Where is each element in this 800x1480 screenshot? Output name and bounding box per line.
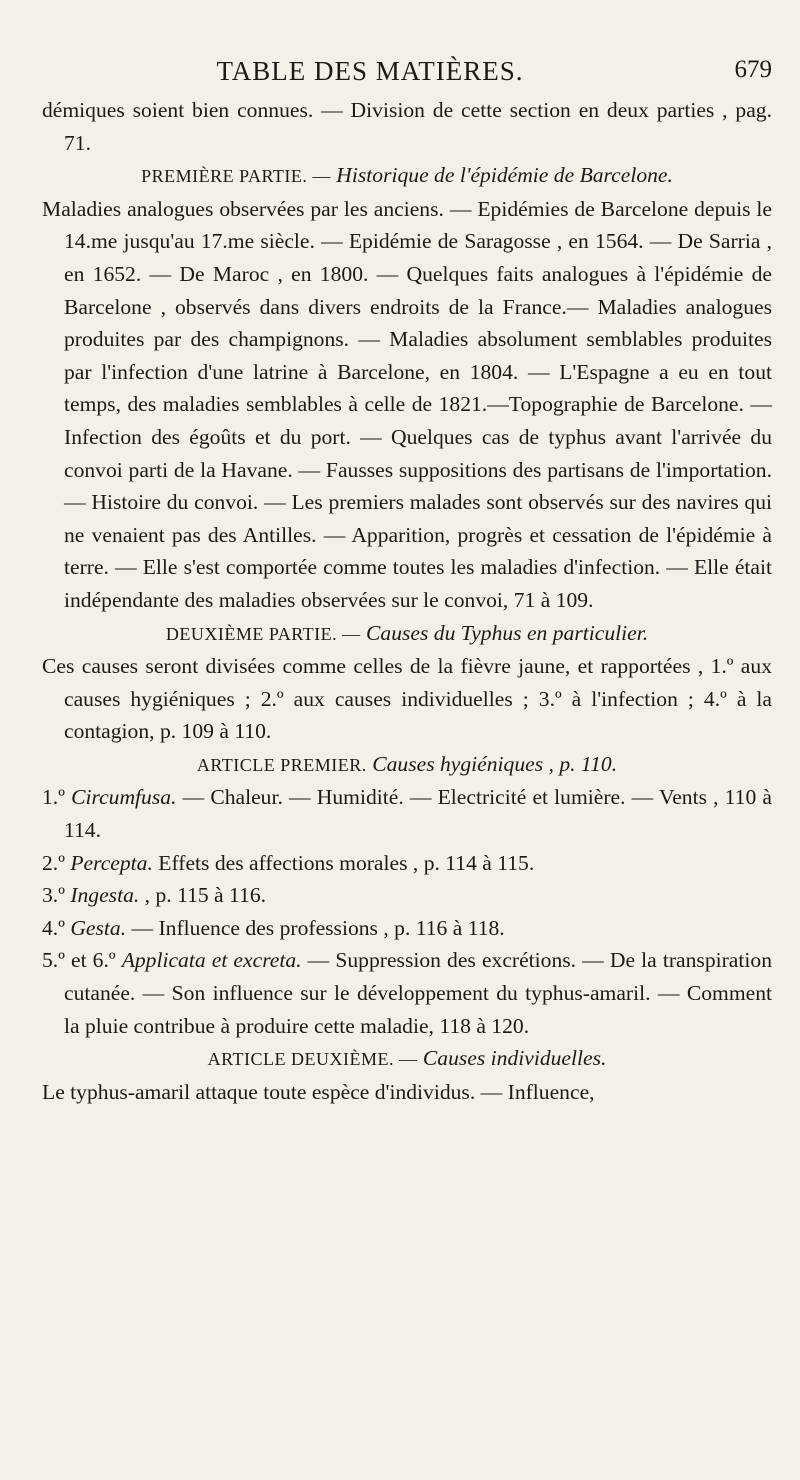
page-number: 679 [734,56,772,83]
item-latin-term: Percepta. [70,850,153,875]
part-label: DEUXIÈME PARTIE. — [165,623,361,644]
article-title: Causes individuelles. [422,1046,607,1071]
item-text: — Influence des professions , p. 116 à 118. [126,915,505,940]
article-heading-1 [42,748,772,782]
item-text: Effets des affections morales , p. 114 à 115. [152,850,535,875]
item-text: — Chaleur. — Humidité. — Electricité et lumière. — Vents , 110 à 114. [64,785,772,843]
article-label: ARTICLE PREMIER. [196,754,367,775]
item-number: 3.º [42,883,65,908]
item-number: 4.º [42,915,65,940]
item-latin-term: Applicata et excreta. [121,948,302,973]
toc-item [42,944,772,1042]
part-title: Historique de l'épidémie de Barcelone. [336,163,673,188]
table-of-contents-text [42,94,772,1108]
text-line: démiques soient bien connues. — Division de cette section [42,98,571,122]
item-text: , p. 115 à 116. [139,883,267,908]
part-title: Causes du Typhus en particulier. [366,620,649,645]
item-text: — Suppression des excrétions. — De la transpiration cutanée. — Son influence sur le développement du typhus-amaril. — Comment la pluie contribue à produire cette maladie, 118 à 120. [64,948,772,1038]
item-number: 5.º et 6.º [42,948,116,973]
text-line: en deux parties , pag. 71. [64,98,773,155]
part-heading-2 [42,617,772,651]
toc-item [42,912,772,945]
page-header [0,56,800,96]
final-line: Le typhus-amaril attaque toute espèce d'individus. — Influence, [42,1079,595,1104]
item-number: 2.º [42,850,65,875]
article-heading-2 [42,1042,772,1076]
item-latin-term: Ingesta. [70,883,140,908]
item-latin-term: Circumfusa. [71,785,177,810]
part-label: PREMIÈRE PARTIE. — [141,166,331,187]
running-title: TABLE DES MATIÈRES. [216,56,524,86]
item-number: 1.º [42,785,65,810]
toc-item [42,847,772,880]
toc-item [42,879,772,912]
article-title: Causes hygiéniques , p. 110. [372,751,618,776]
summary-paragraph-1: Maladies analogues observées par les anciens. — Epidémies de Barcelone depuis le 14.me jusqu'au 17.me siècle. — Epidémie de Saragosse , en 1564. — De Sarria , en 1652. — De Maroc , en 1800. — Quelques faits analogues à l'épidémie de Barcelone , observés dans divers endroits de la France.— Maladies analogues produites par des champignons. — Maladies absolument semblables produites par l'infection d'une latrine à Barcelone, en 1804. — L'Espagne a eu en tout temps, des maladies semblables à celle de 1821.—Topographie de Barcelone. — Infection des égoûts et du port. — Quelques cas de typhus avant l'arrivée du convoi parti de la Havane. — Fausses suppositions des partisans de l'importation. — Histoire du convoi. — Les premiers malades sont observés sur des navires qui ne venaient pas des Antilles. — Apparition, progrès et cessation de l'épidémie à terre. — Elle s'est comportée comme toutes les maladies d'infection. — Elle était indépendante des maladies observées sur le convoi, 71 à 109. [42,196,772,612]
item-latin-term: Gesta. [70,915,127,940]
article-label: ARTICLE DEUXIÈME. — [207,1049,418,1070]
continuation-paragraph [42,94,772,159]
part-heading-1 [42,159,772,193]
summary-paragraph-2: Ces causes seront divisées comme celles de la fièvre jaune, et rapportées , 1.º aux causes hygiéniques ; 2.º aux causes individuelles ; 3.º à l'infection ; 4.º à la contagion, p. 109 à 110. [42,654,772,744]
toc-item [42,781,772,846]
